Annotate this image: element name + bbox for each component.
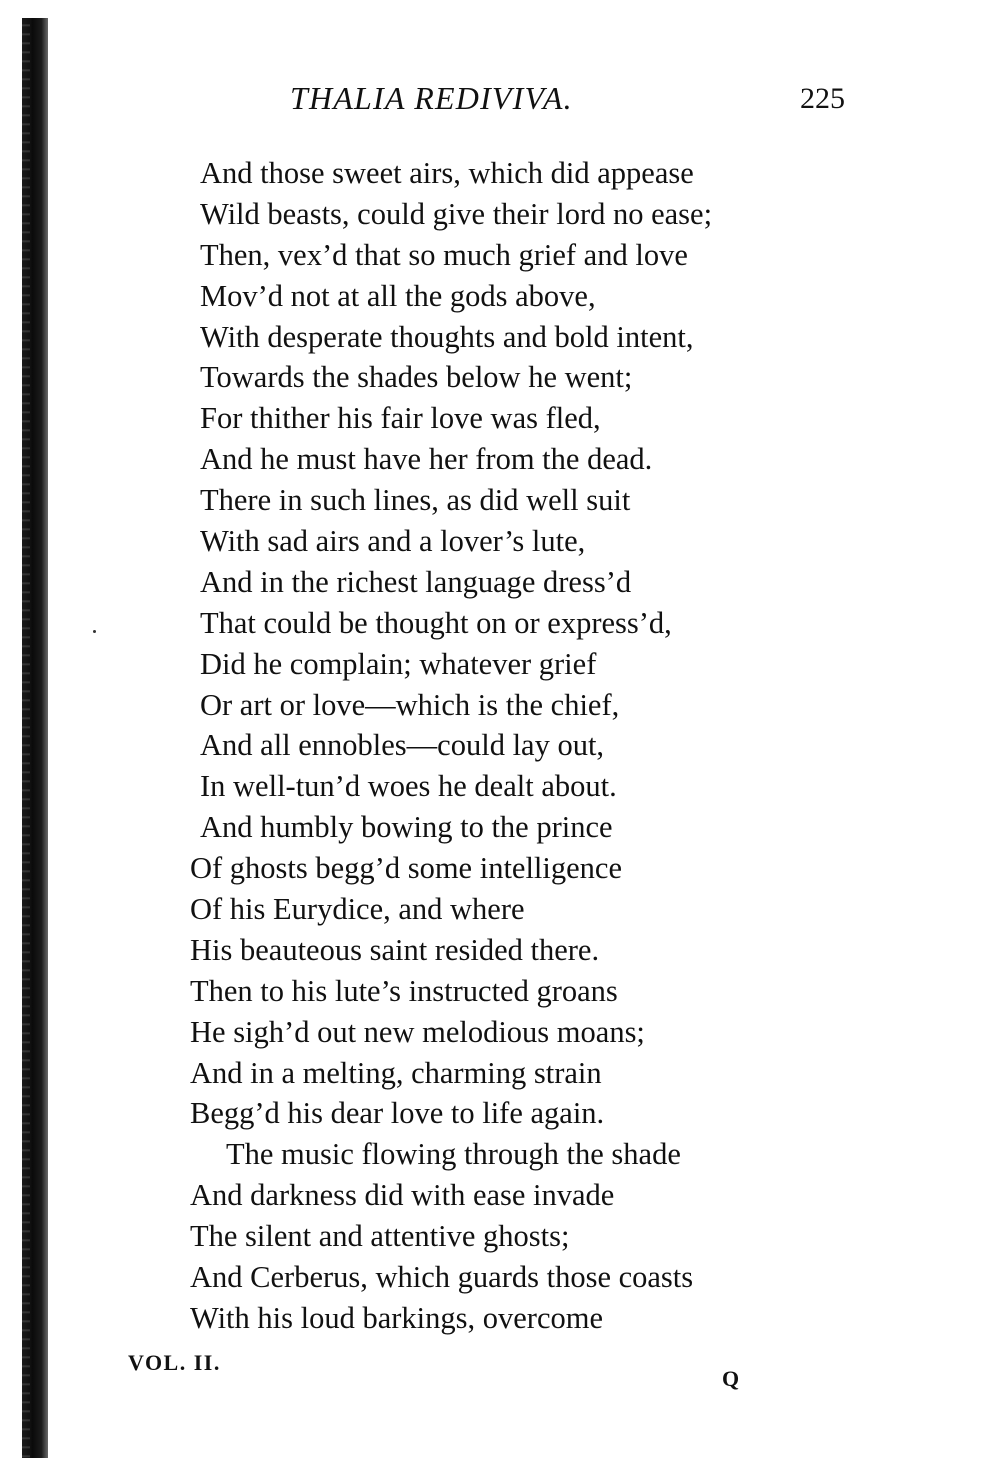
running-title: THALIA REDIVIVA. (290, 80, 573, 116)
verse-line: Did he complain; whatever grief (200, 646, 597, 681)
verse-line: He sigh’d out new melodious moans; (190, 1014, 645, 1049)
signature-letter: Q (722, 1366, 740, 1391)
print-speck (93, 630, 96, 633)
verse-line: There in such lines, as did well suit (200, 483, 631, 518)
verse-line: The silent and attentive ghosts; (190, 1219, 570, 1254)
page-binding-edge (22, 18, 48, 1458)
verse-block (190, 153, 910, 1339)
verse-line: Towards the shades below he went; (200, 360, 633, 395)
verse-line: And those sweet airs, which did appease (200, 156, 694, 190)
verse-line: Of his Eurydice, and where (190, 892, 525, 927)
verse-line: And in the richest language dress’d (200, 564, 632, 599)
verse-line: With sad airs and a lover’s lute, (200, 524, 586, 559)
verse-line-indented: The music flowing through the shade (226, 1137, 681, 1172)
verse-line: And Cerberus, which guards those coasts (190, 1260, 694, 1295)
page-number: 225 (800, 82, 845, 115)
verse-line: And he must have her from the dead. (200, 442, 653, 477)
verse-line: Then, vex’d that so much grief and love (200, 237, 688, 272)
volume-signature: VOL. II. (128, 1350, 221, 1375)
verse-line: And all ennobles—could lay out, (200, 728, 605, 763)
verse-line: Or art or love—which is the chief, (200, 687, 620, 722)
verse-line: For thither his fair love was fled, (200, 401, 601, 436)
verse-line: Wild beasts, could give their lord no ease; (200, 196, 713, 231)
verse-line: Begg’d his dear love to life again. (190, 1096, 605, 1131)
verse-line: Mov’d not at all the gods above, (200, 278, 596, 313)
verse-line: That could be thought on or express’d, (200, 605, 672, 640)
verse-line: And darkness did with ease invade (190, 1178, 615, 1213)
verse-line: With his loud barkings, overcome (190, 1300, 603, 1335)
verse-line: With desperate thoughts and bold intent, (200, 319, 694, 354)
verse-line: In well-tun’d woes he dealt about. (200, 769, 617, 804)
verse-line: Then to his lute’s instructed groans (190, 973, 618, 1008)
verse-line: And humbly bowing to the prince (200, 810, 613, 845)
verse-line: His beauteous saint resided there. (190, 932, 600, 967)
verse-line: And in a melting, charming strain (190, 1055, 602, 1090)
verse-line: Of ghosts begg’d some intelligence (190, 851, 622, 886)
